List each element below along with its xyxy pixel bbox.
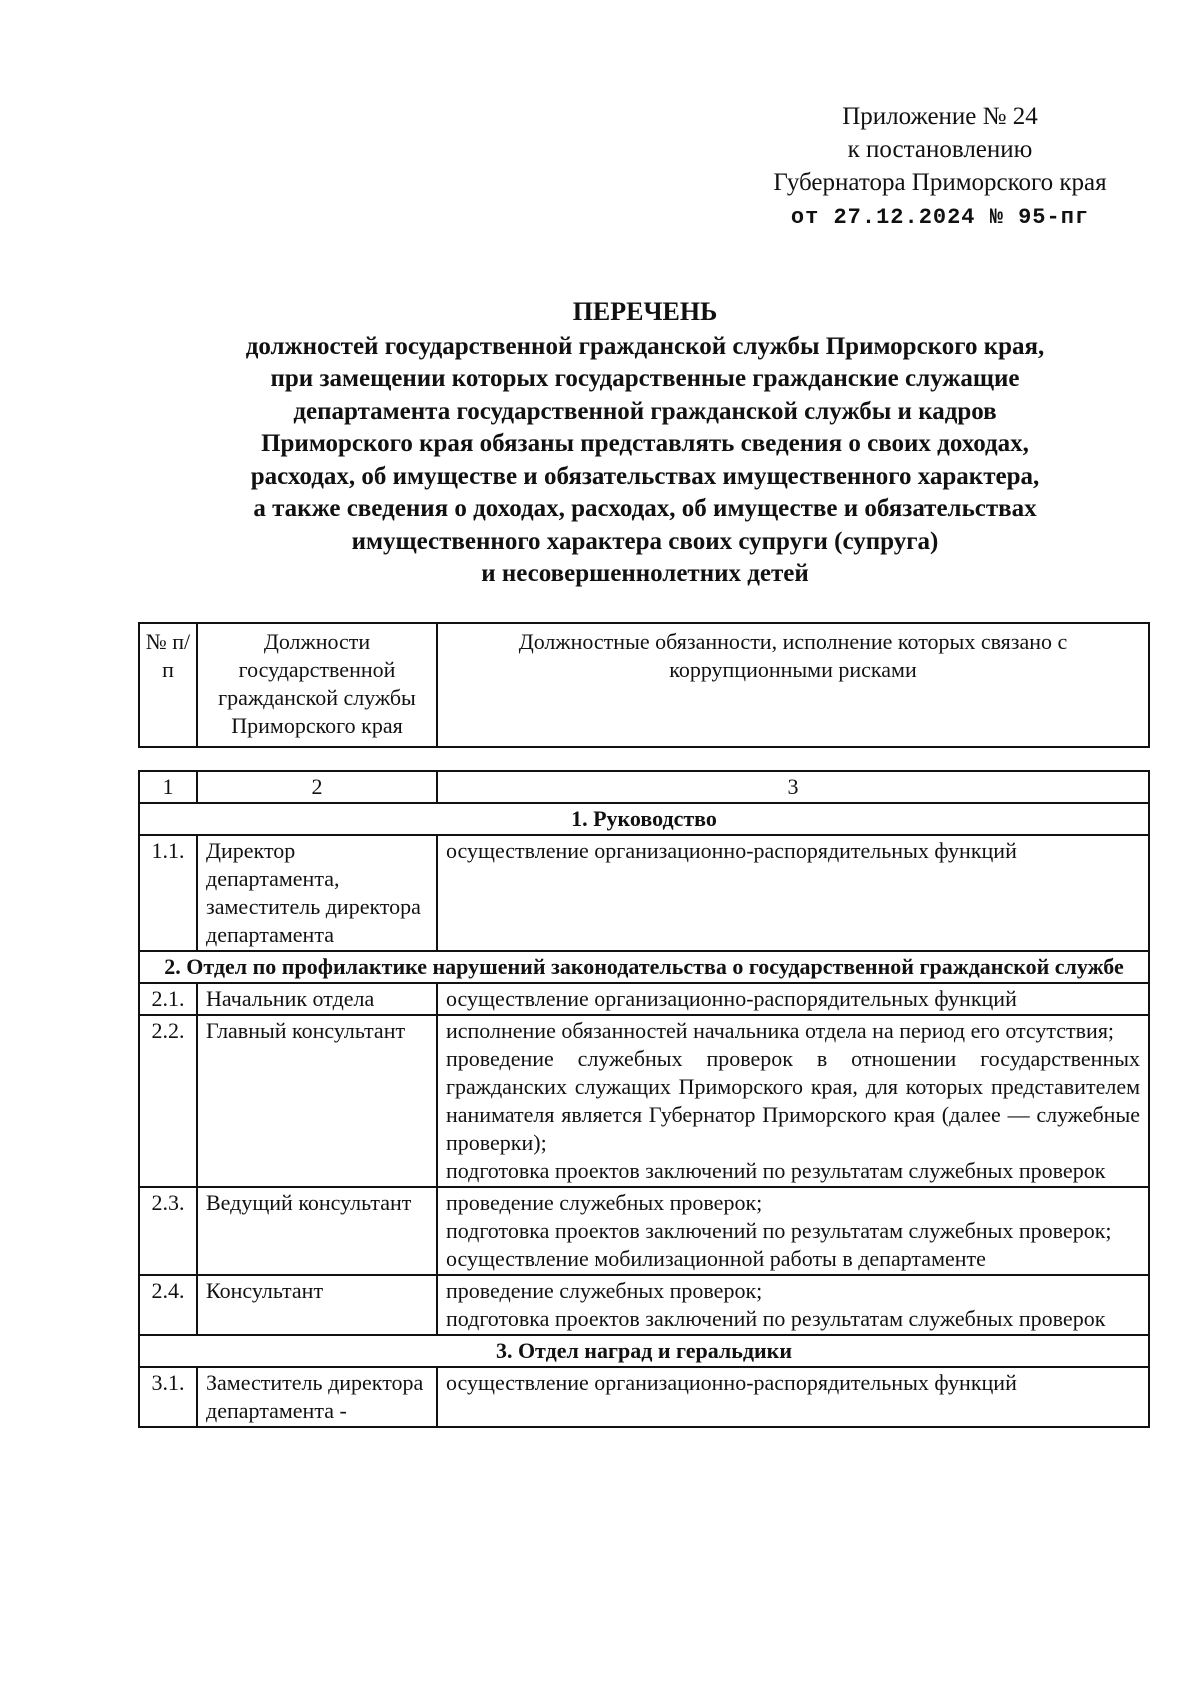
duty-item: осуществление мобилизационной работы в департаменте [446, 1246, 986, 1271]
row-duties [437, 1187, 1149, 1275]
table-row [139, 1187, 1149, 1275]
appendix-governor: Губернатора Приморского края [773, 169, 1107, 196]
row-number: 1.1. [139, 835, 197, 951]
table-row [139, 1015, 1149, 1187]
duty-item: подготовка проектов заключений по результатам служебных проверок [446, 1306, 1106, 1331]
section-title: 3. Отдел наград и геральдики [139, 1335, 1149, 1367]
title-line: Приморского края обязаны представлять сведения о своих доходах, [261, 430, 1029, 457]
duty-item: исполнение обязанностей начальника отдела на период его отсутствия; [446, 1018, 1115, 1043]
section-row [139, 951, 1149, 983]
table-row [139, 835, 1149, 951]
row-duties [437, 835, 1149, 951]
row-duties [437, 983, 1149, 1015]
table-row [139, 1275, 1149, 1335]
section-title: 1. Руководство [139, 803, 1149, 835]
appendix-number: Приложение № 24 [842, 103, 1038, 130]
header-col-number: № п/п [139, 623, 197, 747]
duty-item: проведение служебных проверок; [446, 1278, 763, 1303]
row-duties [437, 1015, 1149, 1187]
column-number: 2 [197, 771, 437, 803]
section-title: 2. Отдел по профилактике нарушений законодательства о государственной гражданской службе [139, 951, 1149, 983]
title-line: а также сведения о доходах, расходах, об имуществе и обязательствах [253, 495, 1037, 522]
header-table [138, 622, 1150, 748]
header-row [139, 623, 1149, 747]
document-title [120, 296, 1170, 591]
row-number: 2.4. [139, 1275, 197, 1335]
row-position: Начальник отдела [197, 983, 437, 1015]
row-duties [437, 1275, 1149, 1335]
appendix-date-number: от 27.12.2024 № 95-пг [790, 205, 1090, 230]
positions-table [138, 770, 1150, 1428]
column-numbers-row [139, 771, 1149, 803]
title-line: и несовершеннолетних детей [481, 560, 809, 587]
table-row [139, 983, 1149, 1015]
row-number: 3.1. [139, 1367, 197, 1427]
title-line: должностей государственной гражданской службы Приморского края, [245, 332, 1045, 360]
row-position: Заместитель директора департамента - [197, 1367, 437, 1427]
title-line: расходах, об имуществе и обязательствах имущественного характера, [250, 462, 1040, 490]
appendix-to-resolution: к постановлению [847, 136, 1033, 163]
appendix-block [740, 100, 1140, 234]
duty-item: проведение служебных проверок в отношении государственных гражданских служащих Приморского края, для которых представителем нанимателя является Губернатор Приморского края (далее — служебные проверки); [446, 1046, 1140, 1155]
table-row [139, 1367, 1149, 1427]
duty-item: осуществление организационно-распорядительных функций [446, 986, 1017, 1011]
column-number: 1 [139, 771, 197, 803]
row-number: 2.2. [139, 1015, 197, 1187]
row-position: Ведущий консультант [197, 1187, 437, 1275]
row-position: Главный консультант [197, 1015, 437, 1187]
header-col-duties: Должностные обязанности, исполнение которых связано с коррупционными рисками [437, 623, 1149, 747]
section-row [139, 803, 1149, 835]
row-number: 2.1. [139, 983, 197, 1015]
section-row [139, 1335, 1149, 1367]
duty-item: осуществление организационно-распорядительных функций [446, 1370, 1017, 1395]
row-number: 2.3. [139, 1187, 197, 1275]
row-position: Директор департамента, заместитель директора департамента [197, 835, 437, 951]
duty-item: подготовка проектов заключений по результатам служебных проверок; [446, 1218, 1112, 1243]
duty-item: проведение служебных проверок; [446, 1190, 763, 1215]
title-line: департамента государственной гражданской службы и кадров [293, 397, 997, 425]
row-duties [437, 1367, 1149, 1427]
duty-item: подготовка проектов заключений по результатам служебных проверок [446, 1158, 1106, 1183]
row-position: Консультант [197, 1275, 437, 1335]
header-col-position: Должности государственной гражданской службы Приморского края [197, 623, 437, 747]
duty-item: осуществление организационно-распорядительных функций [446, 838, 1017, 863]
column-number: 3 [437, 771, 1149, 803]
title-line: при замещении которых государственные гражданские служащие [270, 365, 1020, 392]
title-line: имущественного характера своих супруги (супруга) [351, 527, 939, 555]
title-main: ПЕРЕЧЕНЬ [572, 297, 718, 326]
